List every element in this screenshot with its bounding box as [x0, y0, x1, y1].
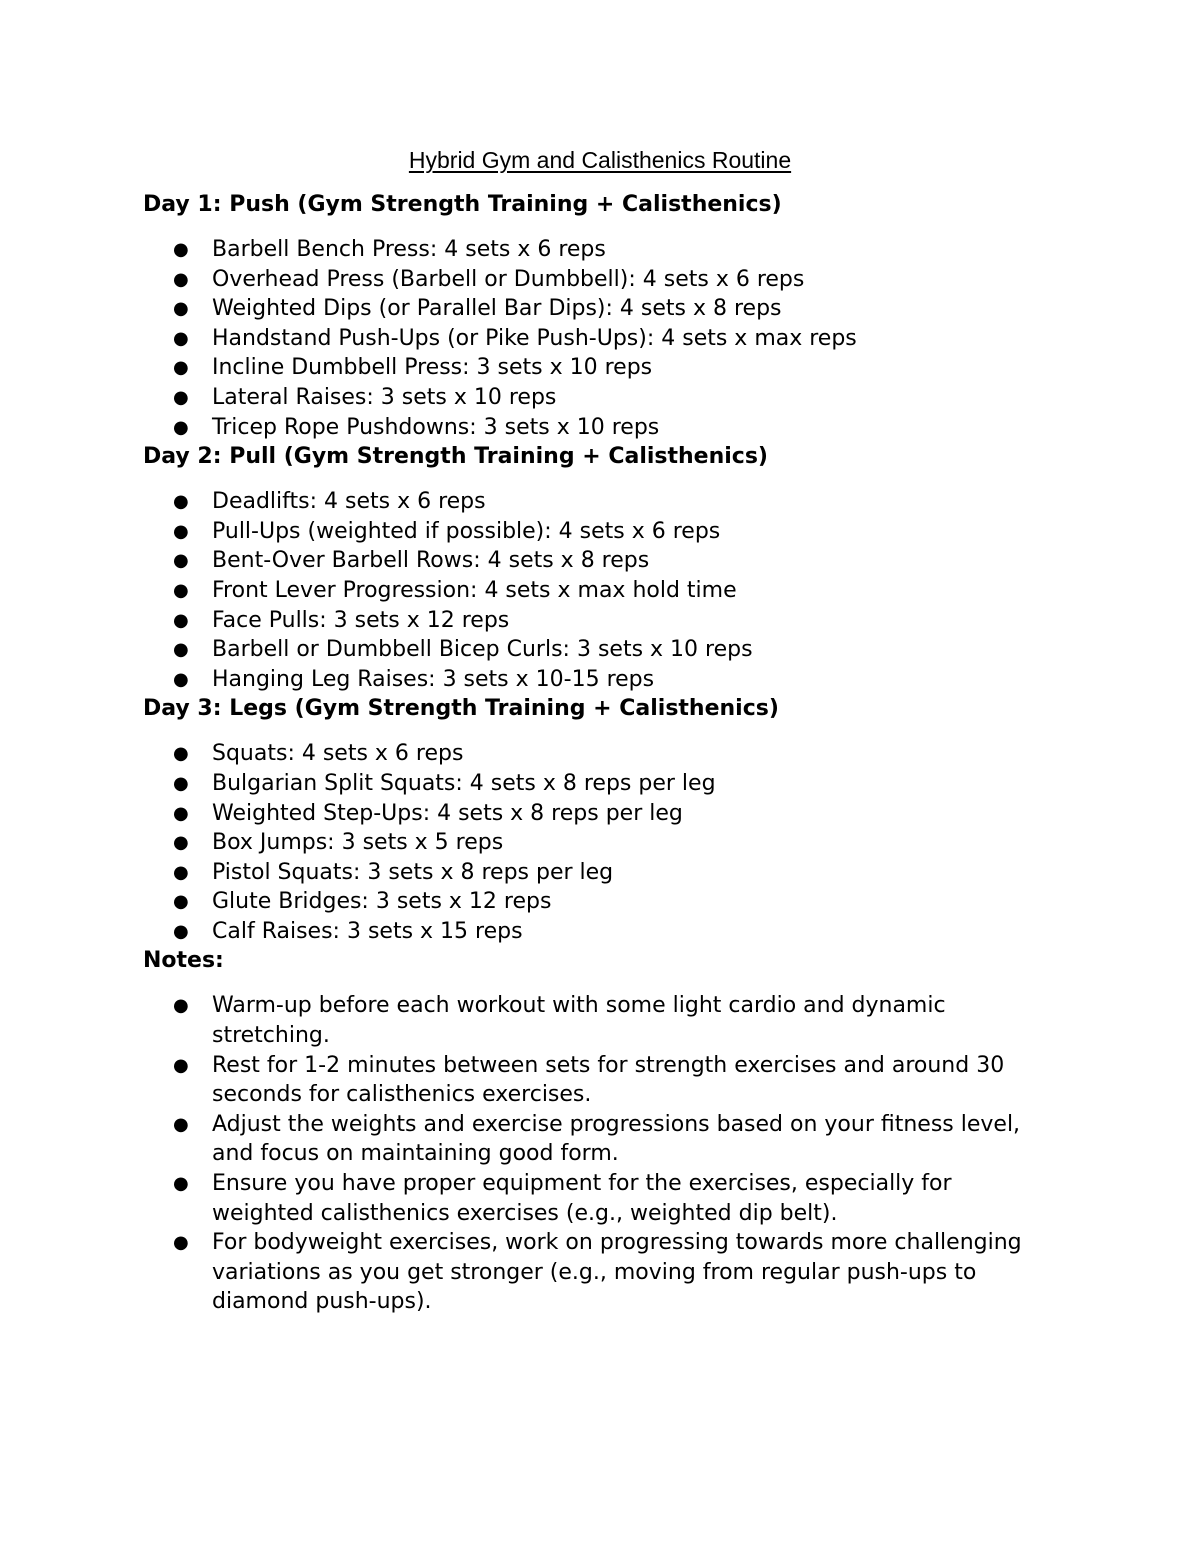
list-item-text: Overhead Press (Barbell or Dumbbell): 4 sets x 6 reps: [212, 266, 805, 292]
list-item-text: Rest for 1-2 minutes between sets for strength exercises and around 30 seconds for calisthenics exercises.: [212, 1052, 1005, 1108]
list-item: [143, 769, 1043, 799]
list-item-text: Lateral Raises: 3 sets x 10 reps: [212, 384, 557, 410]
list-item: [143, 739, 1043, 769]
list-item: [143, 353, 1043, 383]
bullet-icon: ●: [173, 386, 189, 408]
bullet-icon: ●: [173, 550, 189, 572]
bullet-icon: ●: [173, 357, 189, 379]
section-notes: [143, 946, 1043, 1317]
list-item: [143, 1169, 1032, 1228]
list-item: [143, 517, 1043, 547]
bullet-icon: ●: [173, 491, 189, 513]
list-item-text: Calf Raises: 3 sets x 15 reps: [212, 918, 523, 944]
list-item-text: Pull-Ups (weighted if possible): 4 sets x 6 reps: [212, 518, 721, 544]
list-item-text: Adjust the weights and exercise progressions based on your fitness level, and focus on maintaining good form.: [212, 1111, 1021, 1167]
list-item: [143, 265, 1043, 295]
list-item: [143, 635, 1043, 665]
section-day-3-legs: [143, 694, 1043, 946]
list-item-text: Barbell or Dumbbell Bicep Curls: 3 sets x 10 reps: [212, 637, 753, 663]
list-item: [143, 294, 1043, 324]
document-title: Hybrid Gym and Calisthenics Routine: [408, 147, 792, 173]
bullet-icon: ●: [173, 268, 189, 290]
bullet-icon: ●: [173, 639, 189, 661]
list-item-text: For bodyweight exercises, work on progressing towards more challenging variations as you get stronger (e.g., moving from regular push-ups to diamond push-ups).: [212, 1230, 1022, 1315]
bullet-icon: ●: [173, 1054, 189, 1076]
list-item-text: Pistol Squats: 3 sets x 8 reps per leg: [212, 859, 614, 885]
list-item: [143, 606, 1043, 636]
list-item: [143, 1051, 1032, 1110]
bullet-icon: ●: [173, 609, 189, 631]
bullet-icon: ●: [173, 520, 189, 542]
list-item-text: Deadlifts: 4 sets x 6 reps: [212, 489, 486, 515]
bullet-icon: ●: [173, 802, 189, 824]
list-item-text: Front Lever Progression: 4 sets x max hold time: [212, 577, 737, 603]
bullet-icon: ●: [173, 416, 189, 438]
list-item: [143, 799, 1043, 829]
list-item-text: Face Pulls: 3 sets x 12 reps: [212, 607, 510, 633]
list-item-text: Tricep Rope Pushdowns: 3 sets x 10 reps: [212, 414, 660, 440]
bullet-icon: ●: [173, 861, 189, 883]
list-item: [143, 665, 1043, 695]
document-body: [143, 190, 1043, 1317]
list-item-text: Ensure you have proper equipment for the exercises, especially for weighted calisthenics exercises (e.g., weighted dip belt).: [212, 1171, 952, 1226]
list-item-text: Warm-up before each workout with some light cardio and dynamic stretching.: [212, 993, 946, 1049]
list-item: [143, 235, 1043, 265]
bullet-icon: ●: [173, 327, 189, 349]
section-heading: Day 1: Push (Gym Strength Training + Calisthenics): [143, 192, 782, 217]
list-item-text: Incline Dumbbell Press: 3 sets x 10 reps: [212, 355, 653, 381]
bullet-icon: ●: [173, 772, 189, 794]
bullet-icon: ●: [173, 743, 189, 765]
bullet-icon: ●: [173, 920, 189, 942]
section-heading: Day 3: Legs (Gym Strength Training + Calisthenics): [143, 696, 779, 722]
list-item: [143, 1110, 1032, 1169]
list-item-text: Barbell Bench Press: 4 sets x 6 reps: [212, 237, 606, 262]
section-day-1-push: [143, 190, 1043, 442]
list-item-text: Box Jumps: 3 sets x 5 reps: [212, 830, 504, 856]
list-item: [143, 413, 1043, 443]
bullet-icon: ●: [173, 579, 189, 601]
bullet-icon: ●: [173, 1173, 189, 1195]
list-item: [143, 576, 1043, 606]
list-item-text: Handstand Push-Ups (or Pike Push-Ups): 4 sets x max reps: [212, 325, 857, 351]
list-item-text: Weighted Dips (or Parallel Bar Dips): 4 sets x 8 reps: [212, 296, 782, 322]
exercise-list: [143, 235, 1043, 442]
list-item-text: Squats: 4 sets x 6 reps: [212, 741, 464, 767]
notes-list: [143, 991, 1043, 1317]
bullet-icon: ●: [173, 1113, 189, 1135]
list-item-text: Bulgarian Split Squats: 4 sets x 8 reps per leg: [212, 770, 716, 796]
section-day-2-pull: [143, 442, 1043, 694]
section-heading: Day 2: Pull (Gym Strength Training + Calisthenics): [143, 444, 768, 470]
list-item-text: Weighted Step-Ups: 4 sets x 8 reps per leg: [212, 800, 683, 826]
list-item: [143, 991, 1032, 1050]
bullet-icon: ●: [173, 298, 189, 320]
section-heading: Notes:: [143, 948, 224, 974]
bullet-icon: ●: [173, 668, 189, 690]
list-item-text: Bent-Over Barbell Rows: 4 sets x 8 reps: [212, 548, 650, 574]
exercise-list: [143, 739, 1043, 946]
list-item: [143, 1228, 1032, 1317]
bullet-icon: ●: [173, 1232, 189, 1254]
bullet-icon: ●: [173, 239, 189, 260]
list-item: [143, 887, 1043, 917]
list-item: [143, 324, 1043, 354]
list-item: [143, 546, 1043, 576]
bullet-icon: ●: [173, 832, 189, 854]
list-item-text: Hanging Leg Raises: 3 sets x 10-15 reps: [212, 666, 655, 692]
list-item: [143, 383, 1043, 413]
list-item: [143, 858, 1043, 888]
bullet-icon: ●: [173, 995, 189, 1017]
bullet-icon: ●: [173, 891, 189, 913]
exercise-list: [143, 487, 1043, 694]
list-item-text: Glute Bridges: 3 sets x 12 reps: [212, 889, 552, 915]
list-item: [143, 828, 1043, 858]
list-item: [143, 487, 1043, 517]
list-item: [143, 917, 1043, 947]
